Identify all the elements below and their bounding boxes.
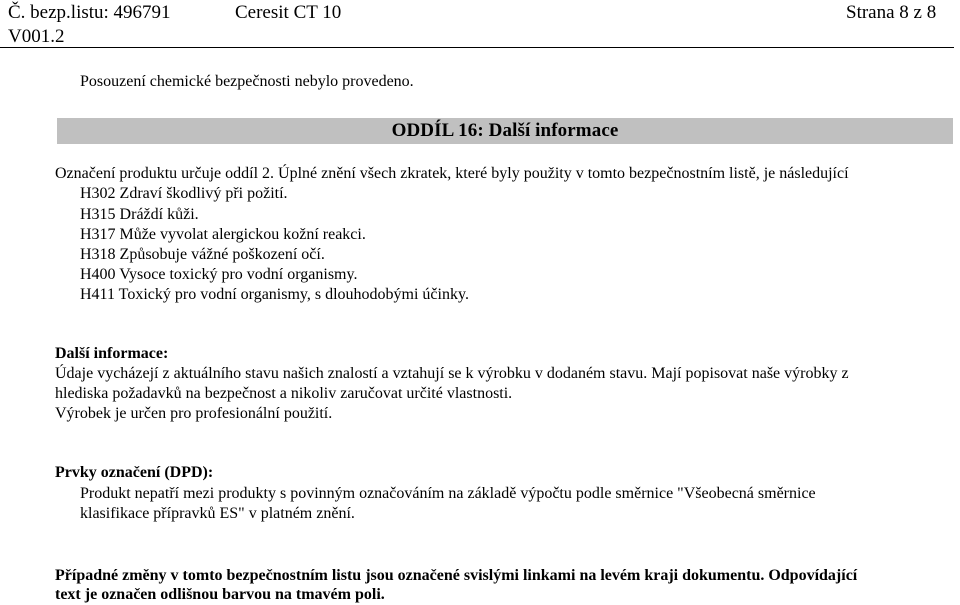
h-statement-item: H318 Způsobuje vážné poškození očí.	[80, 246, 325, 263]
version-label: V001.2	[8, 26, 65, 47]
dpd-line: Produkt nepatří mezi produkty s povinným označováním na základě výpočtu podle směrnice "Všeobecná směrnice	[80, 485, 816, 502]
further-info-line: Údaje vycházejí z aktuálního stavu našich znalostí a vztahují se k výrobku v dodaném stavu. Mají popisovat naše výrobky z	[55, 365, 849, 382]
changes-note-line: Případné změny v tomto bezpečnostním listu jsou označené svislými linkami na levém kraji dokumentu. Odpovídající	[55, 567, 858, 584]
section-title: ODDÍL 16: Další informace	[391, 120, 619, 141]
further-info-heading: Další informace:	[55, 345, 169, 362]
section-header-bar	[57, 118, 953, 144]
dpd-heading: Prvky označení (DPD):	[55, 464, 214, 481]
h-statement-item: H411 Toxický pro vodní organismy, s dlouhodobými účinky.	[80, 286, 469, 303]
changes-note-line: text je označen odlišnou barvou na tmavém poli.	[55, 586, 385, 603]
h-statement-item: H315 Dráždí kůži.	[80, 206, 199, 223]
h-statement-item: H400 Vysoce toxický pro vodní organismy.	[80, 266, 358, 283]
further-info-line: hlediska požadavků na bezpečnost a nikoliv zaručovat určité vlastnosti.	[55, 385, 513, 402]
assessment-text: Posouzení chemické bezpečnosti nebylo provedeno.	[80, 73, 414, 90]
product-name: Ceresit CT 10	[235, 2, 342, 23]
further-info-line: Výrobek je určen pro profesionální použití.	[55, 405, 333, 422]
header-divider	[0, 47, 954, 48]
section-lead-text: Označení produktu určuje oddíl 2. Úplné znění všech zkratek, které byly použity v tomto bezpečnostním listě, je následující	[55, 165, 849, 182]
page-indicator: Strana 8 z 8	[846, 2, 937, 23]
document-number: Č. bezp.listu: 496791	[8, 2, 171, 23]
h-statement-item: H302 Zdraví škodlivý při požití.	[80, 185, 288, 202]
h-statement-item: H317 Může vyvolat alergickou kožní reakci.	[80, 226, 366, 243]
dpd-line: klasifikace přípravků ES" v platném znění.	[80, 505, 355, 522]
